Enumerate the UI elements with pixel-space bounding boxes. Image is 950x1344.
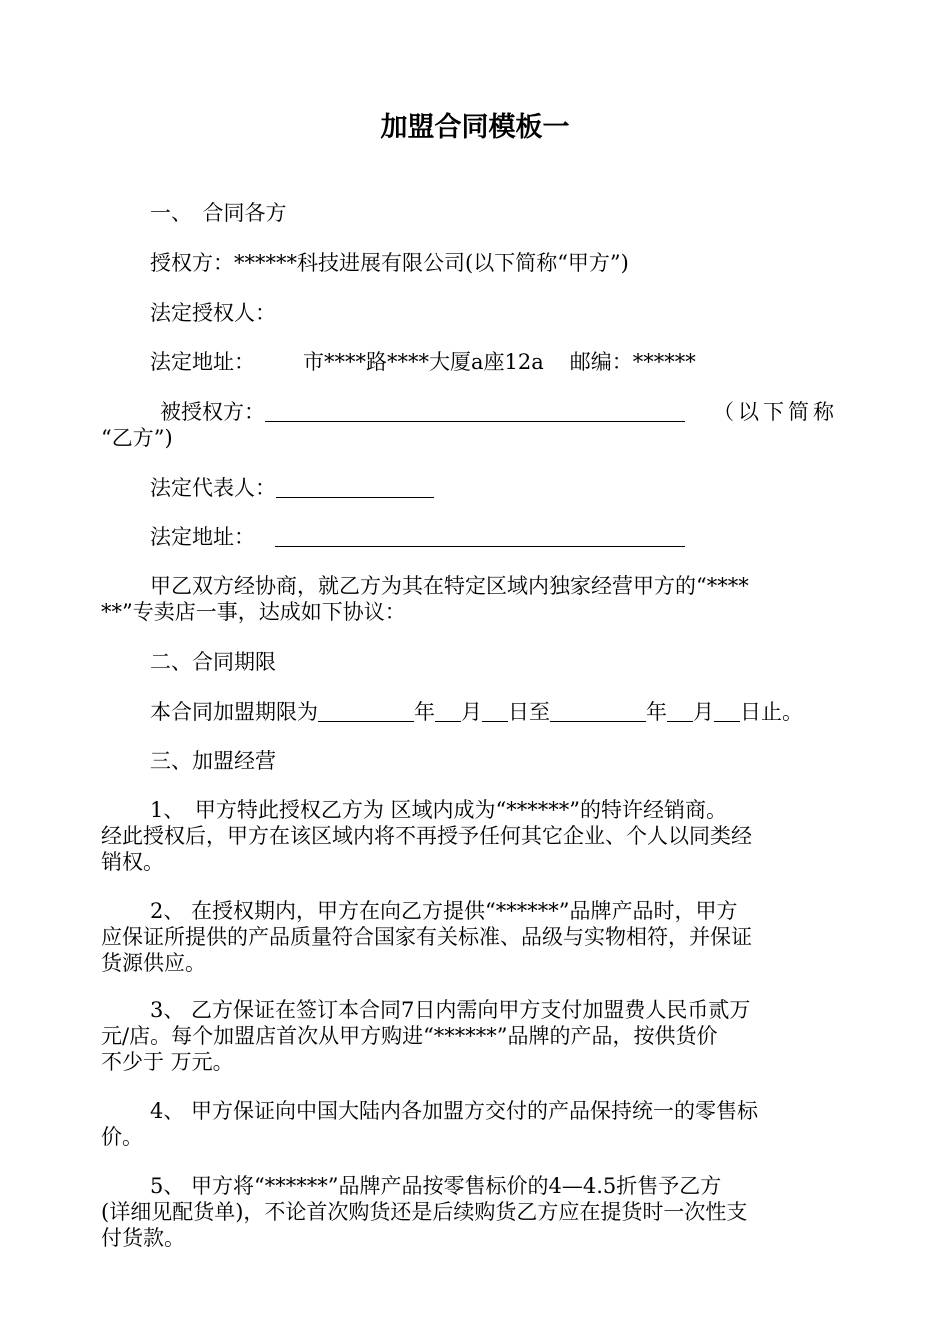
term-day-to-label: 日至 bbox=[508, 700, 550, 724]
legal-address-line bbox=[101, 349, 849, 375]
term-end-month-label: 月 bbox=[693, 700, 714, 724]
clause-5-line-3: 付货款。 bbox=[101, 1226, 185, 1250]
term-day-end-label: 日止。 bbox=[740, 700, 803, 724]
legal-rep-label: 法定代表人： bbox=[150, 476, 276, 500]
licensee-suffix: （以下简称 bbox=[713, 400, 838, 424]
clause-3-line-1: 3、 乙方保证在签订本合同7日内需向甲方支付加盟费人民币贰万 bbox=[150, 998, 751, 1022]
licensee-label: 被授权方： bbox=[160, 400, 265, 424]
section-heading-parties: 一、 合同各方 bbox=[150, 201, 287, 225]
document-title: 加盟合同模板一 bbox=[380, 112, 570, 143]
term-end-year-blank bbox=[550, 701, 646, 722]
legal-address-value: 市****路****大厦a座12a bbox=[303, 350, 544, 374]
legal-authorizer-line: 法定授权人： bbox=[150, 301, 276, 325]
term-year-label: 年 bbox=[414, 700, 435, 724]
term-start-year-blank bbox=[318, 701, 414, 722]
clause-1-line-3: 销权。 bbox=[101, 850, 164, 874]
term-prefix: 本合同加盟期限为 bbox=[150, 700, 318, 724]
clause-4-line-2: 价。 bbox=[101, 1125, 143, 1149]
clause-1-line-2: 经此授权后，甲方在该区域内将不再授予任何其它企业、个人以同类经 bbox=[101, 824, 752, 848]
clause-3-line-2: 元/店。每个加盟店首次从甲方购进“******”品牌的产品，按供货价 bbox=[101, 1024, 718, 1048]
postcode: 邮编：****** bbox=[569, 350, 696, 374]
legal-rep-line bbox=[101, 475, 849, 501]
clause-1-line-1: 1、 甲方特此授权乙方为 区域内成为“******”的特许经销商。 bbox=[150, 798, 728, 822]
legal-address-label: 法定地址： bbox=[150, 350, 255, 374]
licensee-line-cont: “乙方”) bbox=[101, 426, 173, 450]
intro-line-1: 甲乙双方经协商，就乙方为其在特定区域内独家经营甲方的“**** bbox=[150, 574, 749, 598]
legal-address2-line bbox=[101, 524, 849, 550]
licensee-blank bbox=[265, 401, 685, 422]
licensee-line bbox=[101, 399, 849, 425]
term-month-label: 月 bbox=[461, 700, 482, 724]
clause-5-line-1: 5、 甲方将“******”品牌产品按零售标价的4—4.5折售予乙方 bbox=[150, 1174, 722, 1198]
clause-3-line-3: 不少于 万元。 bbox=[101, 1050, 234, 1074]
term-end-month-blank bbox=[667, 701, 693, 722]
clause-2-line-2: 应保证所提供的产品质量符合国家有关标准、品级与实物相符，并保证 bbox=[101, 925, 752, 949]
legal-address2-label: 法定地址： bbox=[150, 525, 255, 549]
section-heading-franchise: 三、加盟经营 bbox=[150, 749, 276, 773]
term-start-day-blank bbox=[482, 701, 508, 722]
term-end-day-blank bbox=[714, 701, 740, 722]
legal-address2-blank bbox=[275, 526, 685, 547]
term-end-year-label: 年 bbox=[646, 700, 667, 724]
term-line bbox=[101, 699, 849, 725]
clause-5-line-2: (详细见配货单)，不论首次购货还是后续购货乙方应在提货时一次性支 bbox=[101, 1200, 748, 1224]
licensor-line: 授权方：******科技进展有限公司(以下简称“甲方”) bbox=[150, 251, 629, 275]
legal-rep-blank bbox=[276, 477, 434, 498]
clause-2-line-1: 2、 在授权期内，甲方在向乙方提供“******”品牌产品时，甲方 bbox=[150, 899, 738, 923]
intro-line-2: **”专卖店一事，达成如下协议： bbox=[101, 600, 406, 624]
clause-2-line-3: 货源供应。 bbox=[101, 951, 206, 975]
term-start-month-blank bbox=[435, 701, 461, 722]
section-heading-term: 二、合同期限 bbox=[150, 650, 276, 674]
clause-4-line-1: 4、 甲方保证向中国大陆内各加盟方交付的产品保持统一的零售标 bbox=[150, 1099, 759, 1123]
